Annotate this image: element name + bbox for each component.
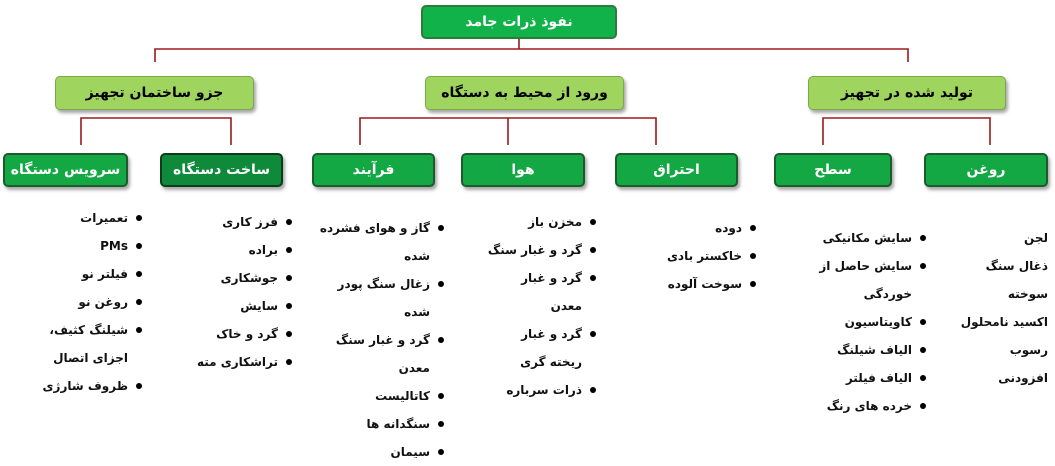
node-combustion: احتراق [615,153,738,187]
node-equipment-service: سرویس دستگاه [3,153,128,187]
list-process [316,214,444,466]
list-item: دوده [628,214,742,242]
list-equipment-service [24,204,142,400]
node-generated-internally: تولید شده در تجهیز [808,76,1006,110]
list-item: گرد و غبار معدن [486,264,582,320]
list-item: گاز و هوای فشرده شده [316,214,430,270]
list-item: کاتالیست [316,382,430,410]
list-item: فرز کاری [168,208,278,236]
list-item: سوخت آلوده [628,270,742,298]
list-item: سایش حاصل از خوردگی [790,252,912,308]
list-item: زغال سنگ پودر شده [316,270,430,326]
connector-internal [823,118,990,145]
list-item: الیاف شیلنگ [790,336,912,364]
list-item: سنگدانه ها [316,410,430,438]
node-from-environment: ورود از محیط به دستگاه [425,76,624,110]
list-surface [790,224,926,420]
list-item: ذغال سنگ سوخته [950,252,1048,308]
root-node: نفوذ ذرات جامد [421,5,617,39]
list-item: روغن نو [24,288,128,316]
list-item: ذرات سرباره [486,376,582,404]
list-item: خرده های رنگ [790,392,912,420]
list-item: سایش مکانیکی [790,224,912,252]
list-air [486,208,596,404]
node-equipment-component: جزو ساختمان تجهیز [55,76,254,110]
list-item: فیلتر نو [24,260,128,288]
list-combustion [628,214,756,298]
node-oil: روغن [924,153,1048,187]
list-item: رسوب [950,336,1048,364]
list-oil [950,224,1055,392]
list-item: سایش [168,292,278,320]
list-item: سیمان [316,438,430,466]
node-air: هوا [461,153,585,187]
list-equipment-build [168,208,292,376]
list-item: شیلنگ کثیف، اجزای اتصال [24,316,128,372]
list-item: کاویتاسیون [790,308,912,336]
list-item: براده [168,236,278,264]
list-item: لجن [950,224,1048,252]
connector-component [81,118,231,145]
connector-environment [360,118,656,145]
list-item: گرد و خاک [168,320,278,348]
list-item: گرد و غبار ریخته گری [486,320,582,376]
node-surface: سطح [774,153,892,187]
list-item: تراشکاری مته [168,348,278,376]
list-item: مخزن باز [486,208,582,236]
list-item: الیاف فیلتر [790,364,912,392]
list-item: گرد و غبار سنگ معدن [316,326,430,382]
node-equipment-build: ساخت دستگاه [160,153,283,187]
connector-root [155,39,908,62]
list-item: خاکستر بادی [628,242,742,270]
list-item: اکسید نامحلول [950,308,1048,336]
list-item: جوشکاری [168,264,278,292]
node-process: فرآیند [312,153,435,187]
list-item: تعمیرات [24,204,128,232]
list-item: PMs [24,232,128,260]
list-item: ظروف شارژی [24,372,128,400]
list-item: گرد و غبار سنگ [486,236,582,264]
list-item: افزودنی [950,364,1048,392]
